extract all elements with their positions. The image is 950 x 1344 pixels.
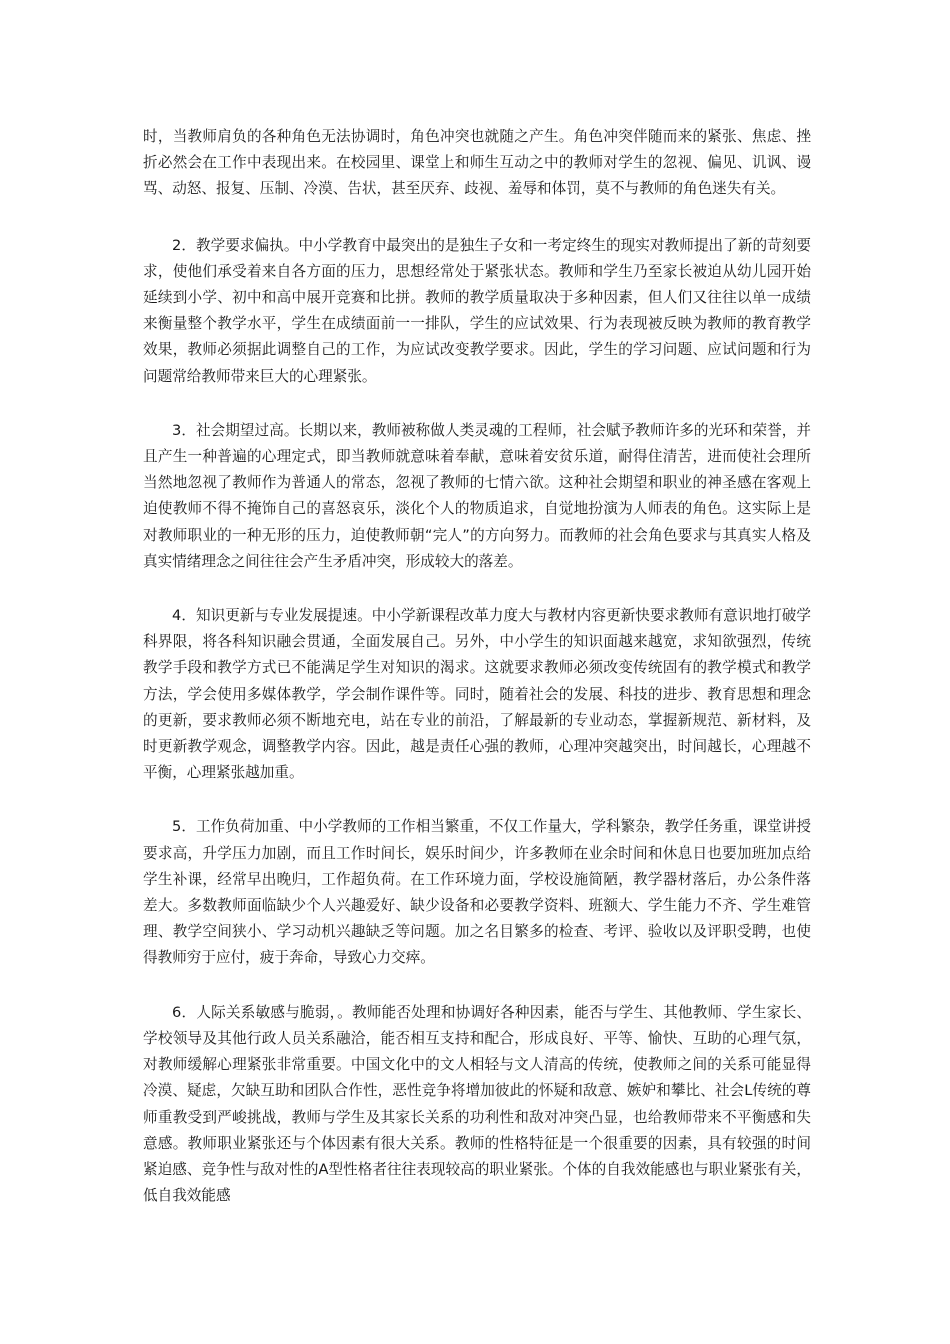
paragraph-workload: 5．工作负荷加重、中小学教师的工作相当繁重，不仅工作量大，学科繁杂，教学任务重，课堂讲授要求高，升学压力加剧，而且工作时间长，娱乐时间少，许多教师在业余时间和休息日也要加班加点给学生补课，经常早出晚归，工作超负荷。在工作环境力面，学校设施简陋，教学器材落后，办公条件落差大。多数教师面临缺少个人兴趣爱好、缺少设备和必要教学资料、班额大、学生能力不齐、学生难管理、教学空间狭小、学习动机兴趣缺乏等问题。加之名目繁多的检查、考评、验收以及评职受聘，也使得教师穷于应付，疲于奔命，导致心力交瘁。	[143, 818, 811, 967]
paragraph-interpersonal-relations: 6．人际关系敏感与脆弱，。教师能否处理和协调好各种因素，能否与学生、其他教师、学生家长、学校领导及其他行政人员关系融洽，能否相互支持和配合，形成良好、平等、愉快、互助的心理气氛，对教师缓解心理紧张非常重要。中国文化中的文人相轻与文人清高的传统，使教师之间的关系可能显得冷漠、疑虑，欠缺互助和团队合作性，恶性竞争将增加彼此的怀疑和敌意、嫉妒和攀比、社会L传统的尊师重教受到严峻挑战，教师与学生及其家长关系的功利性和敌对冲突凸显，也给教师带来不平衡感和失意感。教师职业紧张还与个体因素有很大关系。教师的性格特征是一个很重要的因素，具有较强的时间紧迫感、竞争性与敌对性的A型性格者往往表现较高的职业紧张。个体的自我效能感也与职业紧张有关，低自我效能感	[143, 1003, 811, 1205]
paragraph-knowledge-update: 4．知识更新与专业发展提速。中小学新课程改革力度大与教材内容更新快要求教师有意识地打破学科界限，将各科知识融会贯通，全面发展自己。另外，中小学生的知识面越来越宽，求知欲强烈，传统教学手段和教学方式已不能满足学生对知识的渴求。这就要求教师必须改变传统固有的教学模式和教学方法，学会使用多媒体教学，学会制作课件等。同时，随着社会的发展、科技的进步、教育思想和理念的更新，要求教师必须不断地充电，站在专业的前沿，了解最新的专业动态，掌握新规范、新材料，及时更新教学观念，调整教学内容。因此，越是责任心强的教师，心理冲突越突出，时间越长，心理越不平衡，心理紧张越加重。	[143, 607, 811, 782]
document-page	[143, 124, 811, 1237]
paragraph-social-expectations: 3．社会期望过高。长期以来，教师被称做人类灵魂的工程师，社会赋予教师许多的光环和荣誉，并且产生一种普遍的心理定式，即当教师就意味着奉献，意味着安贫乐道，耐得住清苦，进而使社会理所当然地忽视了教师作为普通人的常态，忽视了教师的七情六欲。这种社会期望和职业的神圣感在客观上迫使教师不得不掩饰自己的喜怒哀乐，淡化个人的物质追求，自觉地扮演为人师表的角色。这实际上是对教师职业的一种无形的压力，迫使教师朝“完人”的方向努力。而教师的社会角色要求与其真实人格及真实情绪理念之间往往会产生矛盾冲突，形成较大的落差。	[143, 421, 811, 570]
paragraph-continuation: 时，当教师肩负的各种角色无法协调时，角色冲突也就随之产生。角色冲突伴随而来的紧张、焦虑、挫折必然会在工作中表现出来。在校园里、课堂上和师生互动之中的教师对学生的忽视、偏见、讥讽、谩骂、动怒、报复、压制、冷漠、告状，甚至厌弃、歧视、羞辱和体罚，莫不与教师的角色迷失有关。	[143, 128, 811, 198]
paragraph-teaching-requirements: 2．教学要求偏执。中小学教育中最突出的是独生子女和一考定终生的现实对教师提出了新的苛刻要求，使他们承受着来自各方面的压力，思想经常处于紧张状态。教师和学生乃至家长被迫从幼儿园开始延续到小学、初中和高中展开竞赛和比拼。教师的教学质量取决于多种因素，但人们又往往以单一成绩来衡量整个教学水平，学生在成绩面前一一排队，学生的应试效果、行为表现被反映为教师的教育教学效果，教师必须据此调整自己的工作，为应试改变教学要求。因此，学生的学习问题、应试问题和行为问题常给教师带来巨大的心理紧张。	[143, 236, 811, 385]
